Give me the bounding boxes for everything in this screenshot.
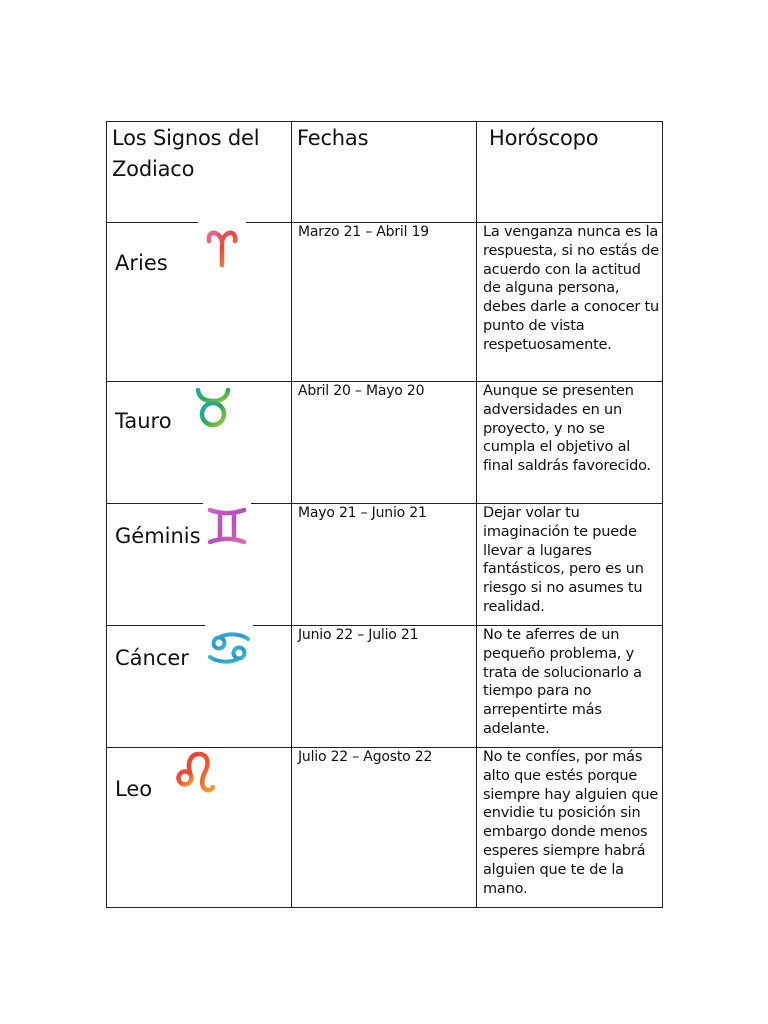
date-cell bbox=[292, 223, 477, 382]
date-range: Junio 22 – Julio 21 bbox=[298, 627, 419, 643]
gemini-icon bbox=[203, 502, 251, 550]
header-cell-dates bbox=[292, 122, 477, 223]
horoscope-cell bbox=[477, 223, 663, 382]
table-row bbox=[107, 223, 663, 382]
horoscope-text: La venganza nunca es la respuesta, si no estás de acuerdo con la actitud de alguna persona, debes darle a conocer tu punto de vista respetuosamente. bbox=[483, 224, 659, 353]
taurus-icon bbox=[189, 384, 237, 432]
table-row bbox=[107, 382, 663, 504]
header-horoscope: Horóscopo bbox=[489, 126, 599, 150]
date-cell bbox=[292, 504, 477, 626]
header-cell-horoscope bbox=[477, 122, 663, 223]
sign-name: Tauro bbox=[115, 409, 172, 433]
leo-icon bbox=[171, 748, 219, 796]
aries-icon bbox=[198, 221, 246, 269]
sign-cell bbox=[107, 748, 292, 908]
date-cell bbox=[292, 382, 477, 504]
sign-cell bbox=[107, 626, 292, 748]
sign-name: Aries bbox=[115, 251, 168, 275]
sign-cell bbox=[107, 504, 292, 626]
horoscope-text: No te confíes, por más alto que estés porque siempre hay alguien que envidie tu posición sin embargo donde menos esperes siempre habrá alguien que te de la mano. bbox=[483, 749, 659, 897]
horoscope-cell bbox=[477, 382, 663, 504]
sign-cell bbox=[107, 382, 292, 504]
sign-name: Cáncer bbox=[115, 646, 189, 670]
cancer-icon bbox=[205, 624, 253, 672]
header-row bbox=[107, 122, 663, 223]
sign-name: Leo bbox=[115, 777, 153, 801]
horoscope-text: Dejar volar tu imaginación te puede llevar a lugares fantásticos, pero es un riesgo si no asumes tu realidad. bbox=[483, 505, 644, 615]
table-row bbox=[107, 748, 663, 908]
header-cell-signs bbox=[107, 122, 292, 223]
sign-name: Géminis bbox=[115, 524, 201, 548]
sign-cell bbox=[107, 223, 292, 382]
date-range: Julio 22 – Agosto 22 bbox=[298, 749, 433, 765]
date-range: Abril 20 – Mayo 20 bbox=[298, 383, 425, 399]
horoscope-cell bbox=[477, 626, 663, 748]
date-range: Marzo 21 – Abril 19 bbox=[298, 224, 429, 240]
table-row bbox=[107, 504, 663, 626]
horoscope-text: Aunque se presenten adversidades en un proyecto, y no se cumpla el objetivo al final saldrás favorecido. bbox=[483, 383, 651, 475]
date-cell bbox=[292, 626, 477, 748]
header-signs: Los Signos del Zodiaco bbox=[112, 126, 260, 181]
horoscope-text: No te aferres de un pequeño problema, y trata de solucionarlo a tiempo para no arrepentirte más adelante. bbox=[483, 627, 642, 737]
date-cell bbox=[292, 748, 477, 908]
table-row bbox=[107, 626, 663, 748]
zodiac-table bbox=[106, 121, 663, 908]
horoscope-cell bbox=[477, 504, 663, 626]
horoscope-cell bbox=[477, 748, 663, 908]
header-dates: Fechas bbox=[297, 126, 369, 150]
date-range: Mayo 21 – Junio 21 bbox=[298, 505, 427, 521]
